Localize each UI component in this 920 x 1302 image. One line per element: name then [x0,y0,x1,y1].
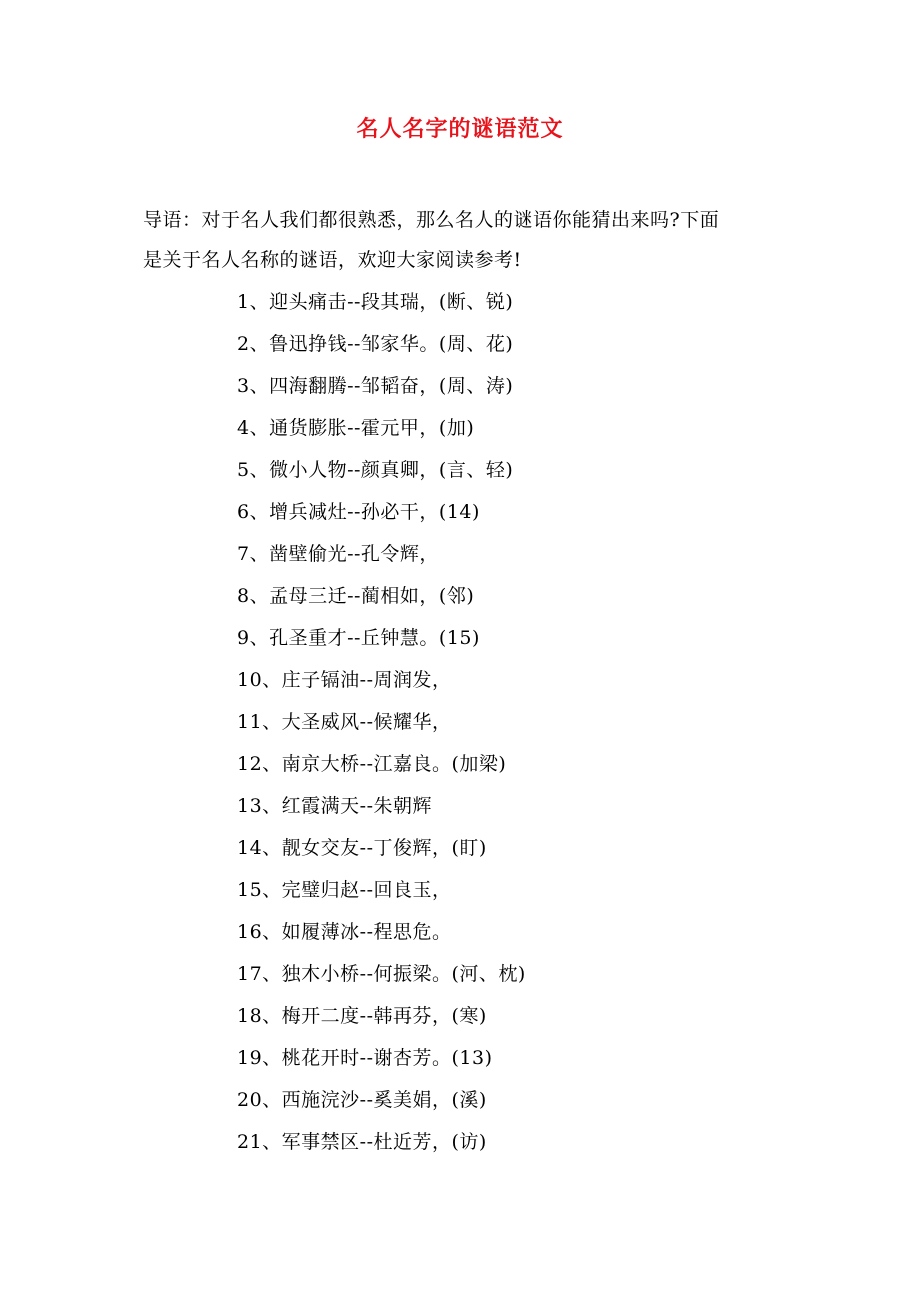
riddle-item: 12、南京大桥--江嘉良。(加梁) [237,753,507,775]
riddle-item: 10、庄子镉油--周润发， [237,669,452,691]
riddle-item: 18、梅开二度--韩再芬，(寒) [237,1005,487,1027]
riddle-list [237,281,526,1163]
riddle-item: 3、四海翻腾--邹韬奋，(周、涛) [237,375,514,397]
riddle-item: 9、孔圣重才--丘钟慧。(15) [237,627,480,649]
intro-line-1: 导语：对于名人我们都很熟悉，那么名人的谜语你能猜出来吗?下面 [143,209,720,231]
riddle-item: 17、独木小桥--何振梁。(河、枕) [237,963,526,985]
riddle-item: 6、增兵减灶--孙必干，(14) [237,501,480,523]
riddle-item: 14、靓女交友--丁俊辉，(盯) [237,837,487,859]
riddle-item: 1、迎头痛击--段其瑞，(断、锐) [237,291,514,313]
riddle-item: 21、军事禁区--杜近芳，(访) [237,1131,487,1153]
riddle-item: 4、通货膨胀--霍元甲，(加) [237,417,475,439]
riddle-item: 19、桃花开时--谢杏芳。(13) [237,1047,493,1069]
riddle-item: 13、红霞满天--朱朝辉 [237,795,433,817]
intro-line-2: 是关于名人名称的谜语，欢迎大家阅读参考! [143,249,522,271]
riddle-item: 7、凿壁偷光--孔令辉， [237,543,439,565]
riddle-item: 15、完璧归赵--回良玉， [237,879,452,901]
riddle-item: 8、孟母三迁--蔺相如，(邻) [237,585,475,607]
document-title: 名人名字的谜语范文 [356,116,564,142]
riddle-item: 20、西施浣沙--奚美娟，(溪) [237,1089,487,1111]
riddle-item: 2、鲁迅挣钱--邹家华。(周、花) [237,333,514,355]
riddle-item: 16、如履薄冰--程思危。 [237,921,452,943]
riddle-item: 11、大圣威风--候耀华， [237,711,452,733]
riddle-item: 5、微小人物--颜真卿，(言、轻) [237,459,514,481]
intro-paragraph [143,200,783,280]
